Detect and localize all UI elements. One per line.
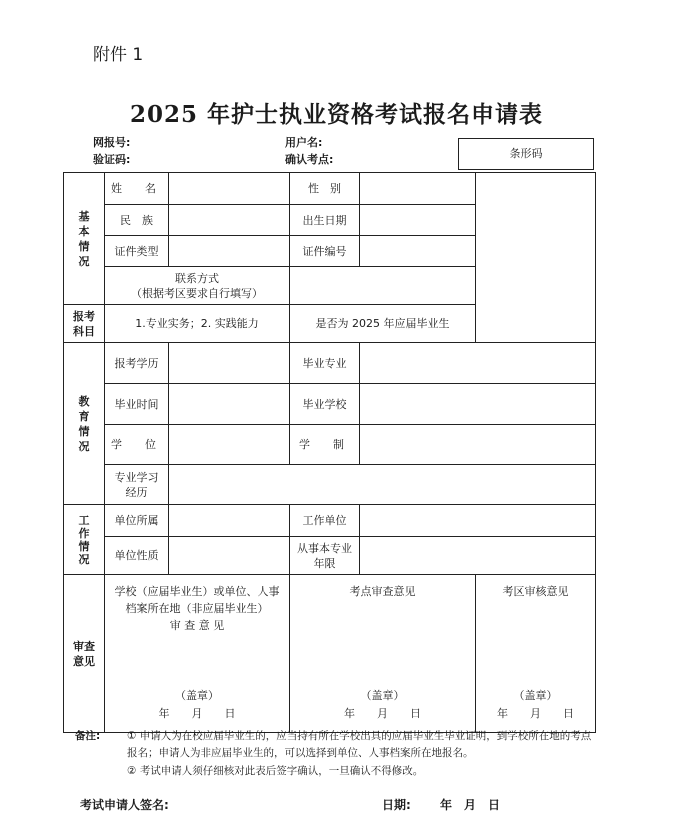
education-level-field[interactable] [169, 343, 290, 384]
years-in-profession-label: 从事本专业 年限 [290, 537, 360, 575]
study-duration-field[interactable] [360, 425, 596, 465]
section-subjects: 报考 科目 [64, 305, 105, 343]
ethnicity-field[interactable] [169, 205, 290, 236]
region-review-seal [476, 687, 595, 723]
date-label: 年 月 日 [158, 707, 236, 720]
degree-field[interactable] [169, 425, 290, 465]
notes-label: 备注: [75, 730, 101, 742]
seal-label: （盖章） [175, 689, 219, 702]
study-history-field[interactable] [169, 465, 596, 505]
education-level-label: 报考学历 [105, 343, 169, 384]
seal-label: （盖章） [513, 689, 558, 702]
major-field[interactable] [360, 343, 596, 384]
name-label: 姓 名 [105, 173, 169, 205]
fresh-graduate-label: 是否为 2025 年应届毕业生 [290, 305, 476, 343]
photo-box [476, 173, 596, 343]
birthdate-label: 出生日期 [290, 205, 360, 236]
school-label: 毕业学校 [290, 384, 360, 425]
captcha-label: 验证码: [93, 153, 131, 166]
unit-type-field[interactable] [169, 537, 290, 575]
study-history-label: 专业学习 经历 [105, 465, 169, 505]
study-duration-label: 学 制 [290, 425, 360, 465]
school-field[interactable] [360, 384, 596, 425]
region-review-title: 考区审核意见 [502, 585, 569, 598]
school-review-title: 学校（应届毕业生）或单位、人事 档案所在地（非应届毕业生） 审 查 意 见 [114, 585, 280, 632]
graduation-time-label: 毕业时间 [105, 384, 169, 425]
unit-affiliation-field[interactable] [169, 505, 290, 537]
id-number-label: 证件编号 [290, 236, 360, 267]
section-basic-info: 基 本 情 况 [64, 173, 105, 305]
id-type-label: 证件类型 [105, 236, 169, 267]
unit-affiliation-label: 单位所属 [105, 505, 169, 537]
application-form-table [63, 172, 596, 733]
section-education: 教 育 情 况 [64, 343, 105, 505]
major-label: 毕业专业 [290, 343, 360, 384]
ethnicity-label: 民 族 [105, 205, 169, 236]
name-field[interactable] [169, 173, 290, 205]
school-review-box[interactable] [105, 575, 290, 733]
applicant-signature-label: 考试申请人签名: [80, 798, 169, 812]
region-review-box[interactable] [476, 575, 596, 733]
date-label: 年 月 日 [497, 707, 574, 720]
birthdate-field[interactable] [360, 205, 476, 236]
signature-date-label: 日期: [382, 798, 411, 812]
site-review-title: 考点审查意见 [349, 585, 416, 598]
years-in-profession-field[interactable] [360, 537, 596, 575]
graduation-time-field[interactable] [169, 384, 290, 425]
site-review-box[interactable] [290, 575, 476, 733]
school-review-seal [105, 687, 289, 723]
unit-type-label: 单位性质 [105, 537, 169, 575]
degree-label: 学 位 [105, 425, 169, 465]
contact-field[interactable] [290, 267, 476, 305]
form-title: 2025 年护士执业资格考试报名申请表 [129, 101, 544, 128]
annex-label: 附件 1 [93, 45, 144, 65]
note-2: ② 考试申请人须仔细核对此表后签字确认，一旦确认不得修改。 [127, 765, 424, 777]
section-review: 审查 意见 [64, 575, 105, 733]
employer-field[interactable] [360, 505, 596, 537]
signature-date-fields[interactable]: 年 月 日 [440, 798, 501, 812]
site-review-seal [290, 687, 475, 723]
id-type-field[interactable] [169, 236, 290, 267]
barcode-box: 条形码 [458, 138, 594, 170]
subjects-value: 1.专业实务；2. 实践能力 [105, 305, 290, 343]
gender-field[interactable] [360, 173, 476, 205]
gender-label: 性 别 [290, 173, 360, 205]
date-label: 年 月 日 [344, 707, 421, 720]
username-label: 用户名: [285, 136, 323, 149]
section-work: 工 作 情 况 [64, 505, 105, 575]
net-id-label: 网报号: [93, 136, 131, 149]
exam-site-label: 确认考点: [285, 153, 334, 166]
note-1: ① 申请人为在校应届毕业生的，应当持有所在学校出具的应届毕业生毕业证明，到学校所在地的考点报名；申请人为非应届毕业生的，可以选择到单位、人事档案所在地报名。 [127, 730, 592, 759]
employer-label: 工作单位 [290, 505, 360, 537]
seal-label: （盖章） [360, 689, 405, 702]
contact-label: 联系方式 （根据考区要求自行填写） [105, 267, 290, 305]
id-number-field[interactable] [360, 236, 476, 267]
